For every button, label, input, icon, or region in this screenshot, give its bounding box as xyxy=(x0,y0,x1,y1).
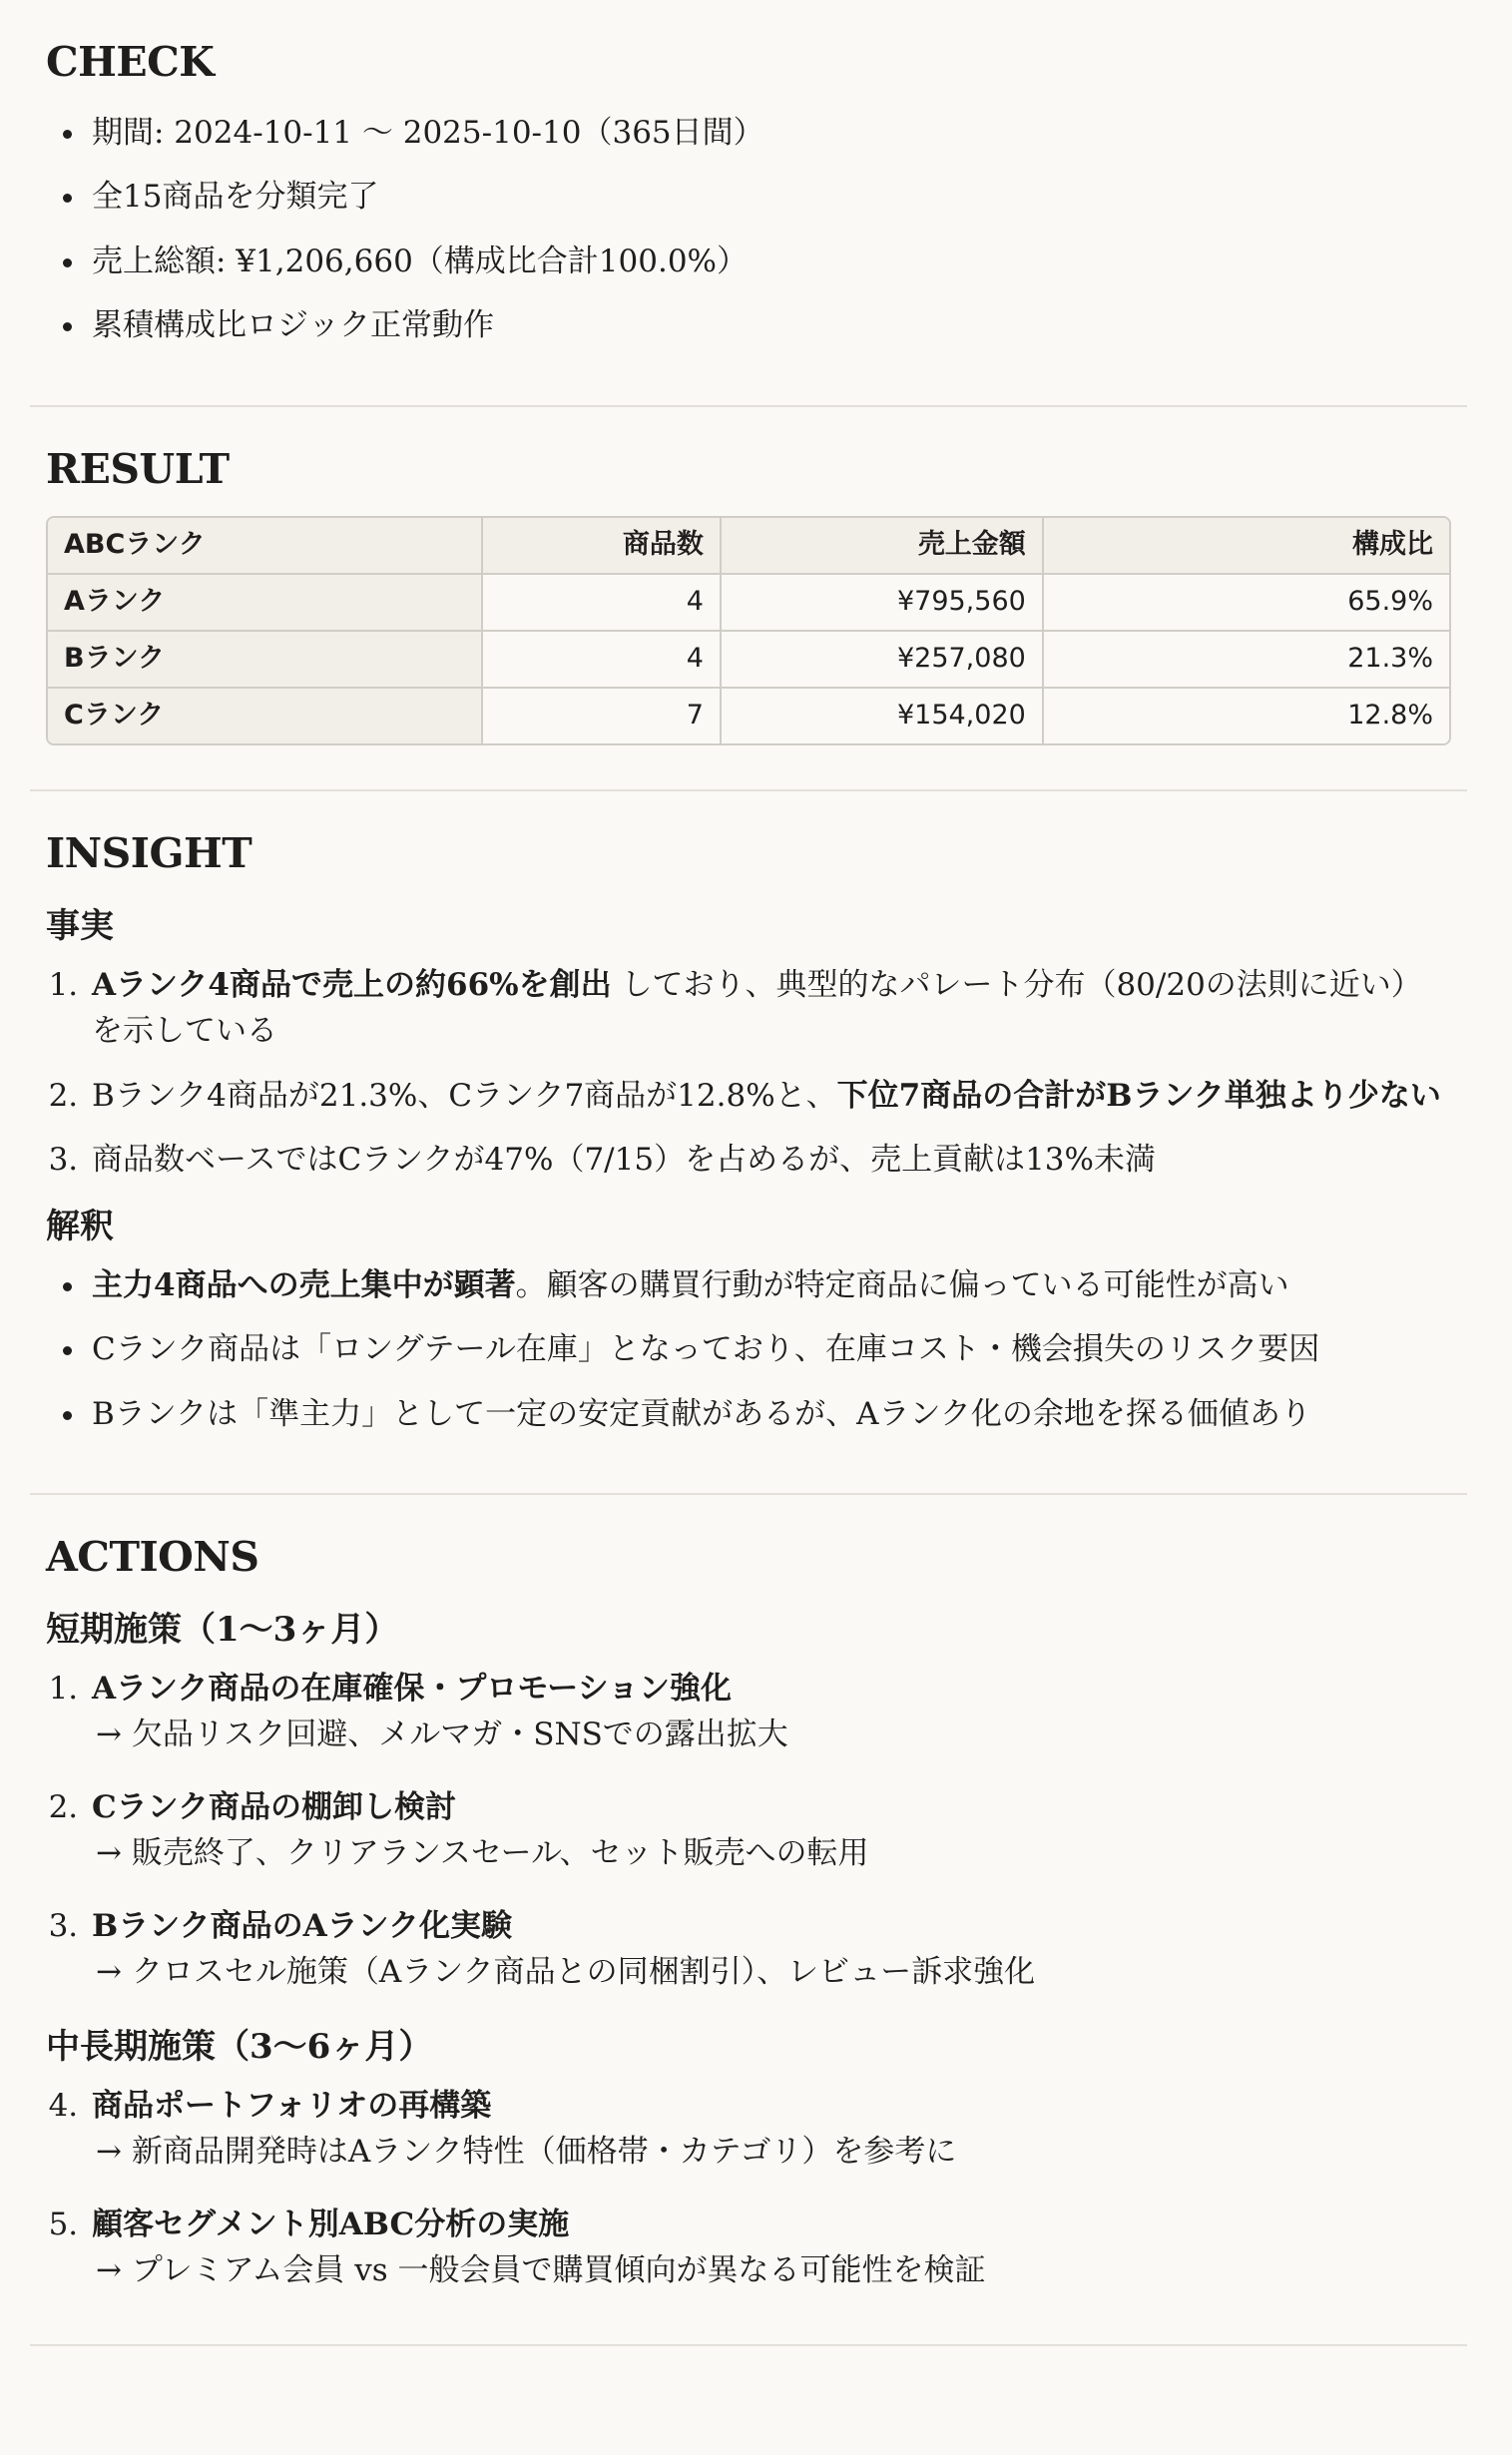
list-item xyxy=(88,1903,1451,1996)
action-title: Bランク商品のAランク化実験 xyxy=(92,1907,513,1944)
list-item xyxy=(88,1137,1451,1184)
mid-term-heading: 中長期施策（3〜6ヶ月） xyxy=(46,2026,433,2067)
column-header: ABCランク xyxy=(48,518,482,574)
action-title: Aランク商品の在庫確保・プロモーション強化 xyxy=(92,1670,732,1707)
list-item xyxy=(88,2083,1451,2176)
table-cell: Bランク xyxy=(48,631,482,688)
table-cell: 7 xyxy=(482,688,721,743)
divider xyxy=(30,1493,1467,1495)
list-item xyxy=(88,1073,1451,1120)
result-heading: RESULT xyxy=(46,444,230,493)
table-cell: ¥257,080 xyxy=(721,631,1043,688)
fact-text: Bランク4商品が21.3%、Cランク7商品が12.8%と、 xyxy=(92,1077,837,1114)
table-header-row xyxy=(48,518,1449,574)
table-cell: 4 xyxy=(482,631,721,688)
action-detail: → 新商品開発時はAランク特性（価格帯・カテゴリ）を参考に xyxy=(96,2134,957,2170)
fact-emphasis: 下位7商品の合計がBランク単独より少ない xyxy=(836,1077,1441,1114)
action-title: 顧客セグメント別ABC分析の実施 xyxy=(92,2206,570,2242)
interpretation-list xyxy=(46,1262,1451,1438)
column-header: 商品数 xyxy=(482,518,721,574)
divider xyxy=(30,2344,1467,2346)
list-item: • 期間: 2024-10-11 〜 2025-10-10（365日間） xyxy=(88,110,1451,157)
short-term-list xyxy=(46,1666,1451,1996)
list-item xyxy=(88,1391,1451,1438)
column-header: 構成比 xyxy=(1043,518,1449,574)
table-row xyxy=(48,631,1449,688)
table-row xyxy=(48,688,1449,743)
table-cell: ¥154,020 xyxy=(721,688,1043,743)
action-detail: → 販売終了、クリアランスセール、セット販売への転用 xyxy=(96,1835,869,1871)
actions-section xyxy=(30,1527,1467,2340)
short-term-heading: 短期施策（1〜3ヶ月） xyxy=(46,1609,399,1650)
list-item: • 累積構成比ロジック正常動作 xyxy=(88,302,1451,349)
divider xyxy=(30,789,1467,791)
table-cell: Cランク xyxy=(48,688,482,743)
action-detail: → 欠品リスク回避、メルマガ・SNSでの露出拡大 xyxy=(96,1717,788,1752)
result-table xyxy=(46,516,1451,745)
table-cell: 65.9% xyxy=(1043,574,1449,631)
facts-list xyxy=(46,962,1451,1184)
action-detail: → クロスセル施策（Aランク商品との同梱割引）、レビュー訴求強化 xyxy=(96,1954,1036,1990)
list-item: • 売上総額: ¥1,206,660（構成比合計100.0%） xyxy=(88,239,1451,285)
mid-term-list xyxy=(46,2083,1451,2294)
list-item xyxy=(88,1326,1451,1373)
interp-text: Bランクは「準主力」として一定の安定貢献があるが、Aランク化の余地を探る価値あり xyxy=(92,1395,1311,1432)
table-row xyxy=(48,574,1449,631)
table-cell: Aランク xyxy=(48,574,482,631)
result-section xyxy=(30,439,1467,772)
facts-heading: 事実 xyxy=(46,905,114,946)
table-cell: ¥795,560 xyxy=(721,574,1043,631)
check-section xyxy=(30,14,1467,387)
action-title: 商品ポートフォリオの再構築 xyxy=(92,2087,492,2124)
list-item: • 全15商品を分類完了 xyxy=(88,174,1451,221)
table-cell: 12.8% xyxy=(1043,688,1449,743)
list-item xyxy=(88,2202,1451,2294)
list-item xyxy=(88,1666,1451,1758)
list-item xyxy=(88,962,1451,1055)
check-list xyxy=(46,110,1451,349)
action-detail: → プレミアム会員 vs 一般会員で購買傾向が異なる可能性を検証 xyxy=(96,2252,986,2288)
column-header: 売上金額 xyxy=(721,518,1043,574)
fact-emphasis: Aランク4商品で売上の約66%を創出 xyxy=(92,966,612,1003)
interp-emphasis: 主力4商品への売上集中が顕著 xyxy=(92,1266,516,1303)
table-cell: 21.3% xyxy=(1043,631,1449,688)
action-title: Cランク商品の棚卸し検討 xyxy=(92,1788,457,1825)
list-item xyxy=(88,1784,1451,1877)
interp-text: 。顧客の購買行動が特定商品に偏っている可能性が高い xyxy=(515,1266,1289,1303)
list-item xyxy=(88,1262,1451,1309)
interpretation-heading: 解釈 xyxy=(46,1206,114,1246)
check-heading: CHECK xyxy=(46,38,215,86)
interp-text: Cランク商品は「ロングテール在庫」となっており、在庫コスト・機会損失のリスク要因 xyxy=(92,1331,1320,1367)
insight-section xyxy=(30,823,1467,1475)
actions-heading: ACTIONS xyxy=(46,1533,259,1581)
fact-text: しており、典型的なパレート分布（80/20の法則に近い）を示している xyxy=(92,966,1422,1049)
table-cell: 4 xyxy=(482,574,721,631)
insight-heading: INSIGHT xyxy=(46,829,252,877)
divider xyxy=(30,405,1467,407)
fact-text: 商品数ベースではCランクが47%（7/15）を占めるが、売上貢献は13%未満 xyxy=(92,1142,1156,1178)
